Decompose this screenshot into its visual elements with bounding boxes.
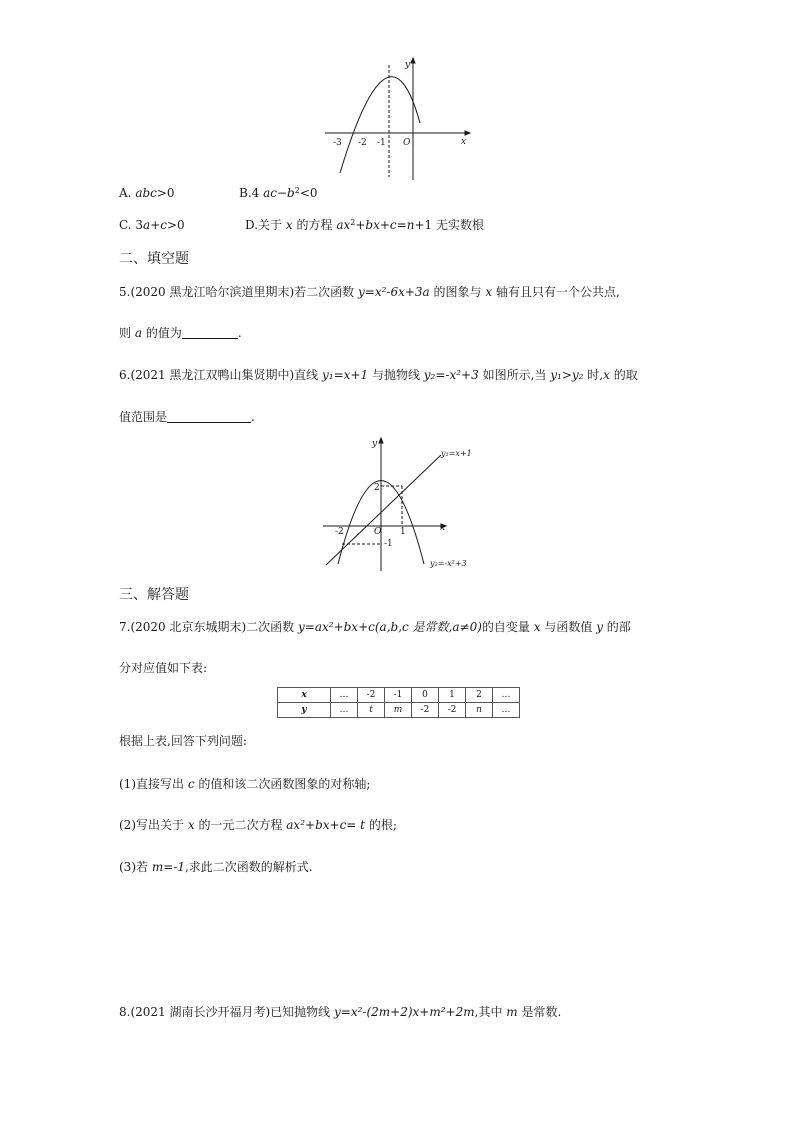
table-cell: … — [331, 703, 358, 718]
table-cell: y — [278, 703, 331, 718]
graph2-line-label: y₁=x+1 — [441, 449, 472, 458]
graph2-parabola-label: y₂=-x²+3 — [430, 559, 467, 568]
section-2-title: 二、填空题 — [119, 251, 189, 267]
question-5-line-1: 5.(2020 黑龙江哈尔滨道里期末)若二次函数 y=x²-6x+3a 的图象与 x 轴有且只有一个公共点, — [119, 285, 620, 299]
table-cell: … — [331, 688, 358, 703]
graph2-y-arrow — [379, 438, 383, 443]
graph2-tick-minus1: -1 — [384, 539, 393, 549]
table-cell: m — [385, 703, 412, 718]
question-7-instruction: 根据上表,回答下列问题: — [119, 734, 247, 748]
graph1-tick-minus1: -1 — [377, 138, 386, 148]
graph-2 — [318, 433, 480, 573]
graph2-tick-1: 1 — [400, 527, 406, 537]
graph1-tick-minus3: -3 — [333, 138, 342, 148]
graph2-x-label: x — [440, 523, 446, 533]
graph1-tick-minus2: -2 — [358, 138, 367, 148]
graph1-y-label: y — [405, 60, 411, 70]
table-cell: x — [278, 688, 331, 703]
graph2-tick-minus2: -2 — [335, 527, 344, 537]
graph2-tick-2: 2 — [374, 483, 380, 493]
table-cell: t — [358, 703, 385, 718]
graph2-origin: O — [374, 527, 382, 537]
table-cell: 2 — [466, 688, 493, 703]
question-7-part-2: (2)写出关于 x 的一元二次方程 ax²+bx+c= t 的根; — [119, 818, 397, 832]
option-b: B.4 $ac-b^2<0$ — [239, 186, 318, 200]
q6-answer-blank[interactable] — [167, 410, 251, 423]
graph1-y-arrow — [411, 58, 415, 63]
section-3-title: 三、解答题 — [119, 587, 189, 603]
table-cell: -2 — [412, 703, 439, 718]
graph1-origin: O — [403, 138, 411, 148]
table-cell: -1 — [385, 688, 412, 703]
question-6-line-1: 6.(2021 黑龙江双鸭山集贤期中)直线 y₁=x+1 与抛物线 y₂=-x²+3 如图所示,当 y₁>y₂ 时,x 的取 — [119, 368, 638, 382]
graph-1 — [320, 55, 480, 185]
table-row-x — [278, 688, 520, 703]
table-cell: … — [493, 688, 520, 703]
question-6-line-2: 值范围是 . — [119, 410, 255, 424]
graph1-x-label: x — [461, 137, 467, 147]
graph1-parabola — [340, 77, 420, 173]
table-cell: -2 — [439, 703, 466, 718]
value-table — [277, 687, 520, 718]
question-5-line-2: 则 a 的值为 . — [119, 326, 242, 340]
question-7-line-1: 7.(2020 北京东城期末)二次函数 y=ax²+bx+c(a,b,c 是常数,a≠0)的自变量 x 与函数值 y 的部 — [119, 620, 631, 634]
option-d: D.关于 x 的方程 $ax^2+bx+c=n+1$ 无实数根 — [245, 218, 484, 232]
table-row-y — [278, 703, 520, 718]
question-7-line-2: 分对应值如下表: — [119, 661, 208, 675]
question-7-part-3: (3)若 m=-1,求此二次函数的解析式. — [119, 860, 313, 874]
table-cell: -2 — [358, 688, 385, 703]
graph1-x-arrow — [465, 131, 470, 135]
table-cell: n — [466, 703, 493, 718]
table-cell: … — [493, 703, 520, 718]
option-a: A. abc>0 — [119, 186, 175, 200]
graph2-y-label: y — [372, 439, 378, 449]
q5-answer-blank[interactable] — [182, 326, 238, 339]
table-cell: 0 — [412, 688, 439, 703]
question-7-part-1: (1)直接写出 c 的值和该二次函数图象的对称轴; — [119, 777, 371, 791]
option-c: C. 3a+c>0 — [119, 218, 185, 232]
question-8: 8.(2021 湖南长沙开福月考)已知抛物线 y=x²-(2m+2)x+m²+2m,其中 m 是常数. — [119, 1005, 562, 1019]
table-cell: 1 — [439, 688, 466, 703]
